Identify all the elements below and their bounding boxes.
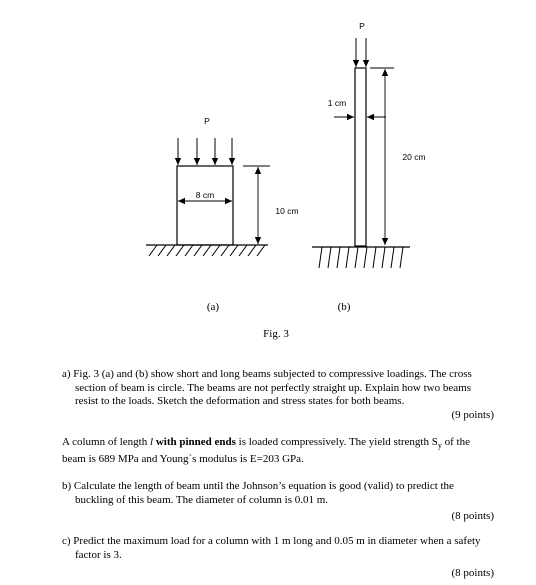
problem-intro (62, 436, 494, 466)
caption-a: (a) (206, 301, 220, 313)
short-beam-body (177, 166, 233, 245)
question-b-text: b) Calculate the length of beam until the Johnson’s equation is good (valid) to predict the buckling of this beam. The diameter of column is 0.01 m. (62, 480, 454, 506)
long-beam-load-label: P (359, 21, 365, 31)
question-c-points: (8 points) (451, 567, 494, 580)
intro-part2: is loaded compressively. The yield strength S (235, 436, 438, 448)
short-beam-width-label: 8 cm (195, 190, 215, 200)
question-b (62, 480, 494, 524)
long-beam-load-arrows (356, 38, 366, 67)
short-beam-height-dimension (243, 166, 270, 244)
long-beam-ground (312, 247, 410, 268)
intro-subscript-y: y (437, 441, 442, 451)
long-beam-figure (312, 21, 426, 268)
short-beam-load-label: P (204, 116, 210, 126)
question-a-points: (9 points) (451, 408, 494, 421)
question-c-text: c) Predict the maximum load for a column with 1 m long and 0.05 m in diameter when a safety factor is 3. (62, 535, 481, 561)
long-beam-height-label: 20 cm (402, 152, 426, 162)
question-a-text: a) Fig. 3 (a) and (b) show short and long beams subjected to compressive loadings. The cross section of beam is circle. The beams are not perfectly straight up. Explain how two beams resist to the loads. Sketch the deformation and stress states for both beams. (62, 368, 472, 408)
question-c (62, 535, 494, 581)
intro-part1: A column of length (62, 436, 150, 448)
long-beam-body (355, 68, 366, 246)
short-beam-load-arrows (178, 138, 232, 165)
question-b-points: (8 points) (451, 510, 494, 523)
intro-length-symbol: l (150, 436, 154, 448)
question-a (62, 368, 494, 422)
intro-pinned-ends: with pinned ends (153, 436, 236, 448)
short-beam-figure (146, 116, 299, 256)
short-beam-ground (146, 245, 268, 256)
long-beam-thickness-label: 1 cm (327, 98, 347, 108)
long-beam-height-dimension (370, 68, 394, 245)
figure-caption: Fig. 3 (263, 328, 289, 340)
caption-b: (b) (337, 301, 351, 313)
short-beam-height-label: 10 cm (275, 206, 299, 216)
intro-part3: of the beam is 689 MPa and Young`s modulus is E=203 GPa. (62, 436, 470, 465)
